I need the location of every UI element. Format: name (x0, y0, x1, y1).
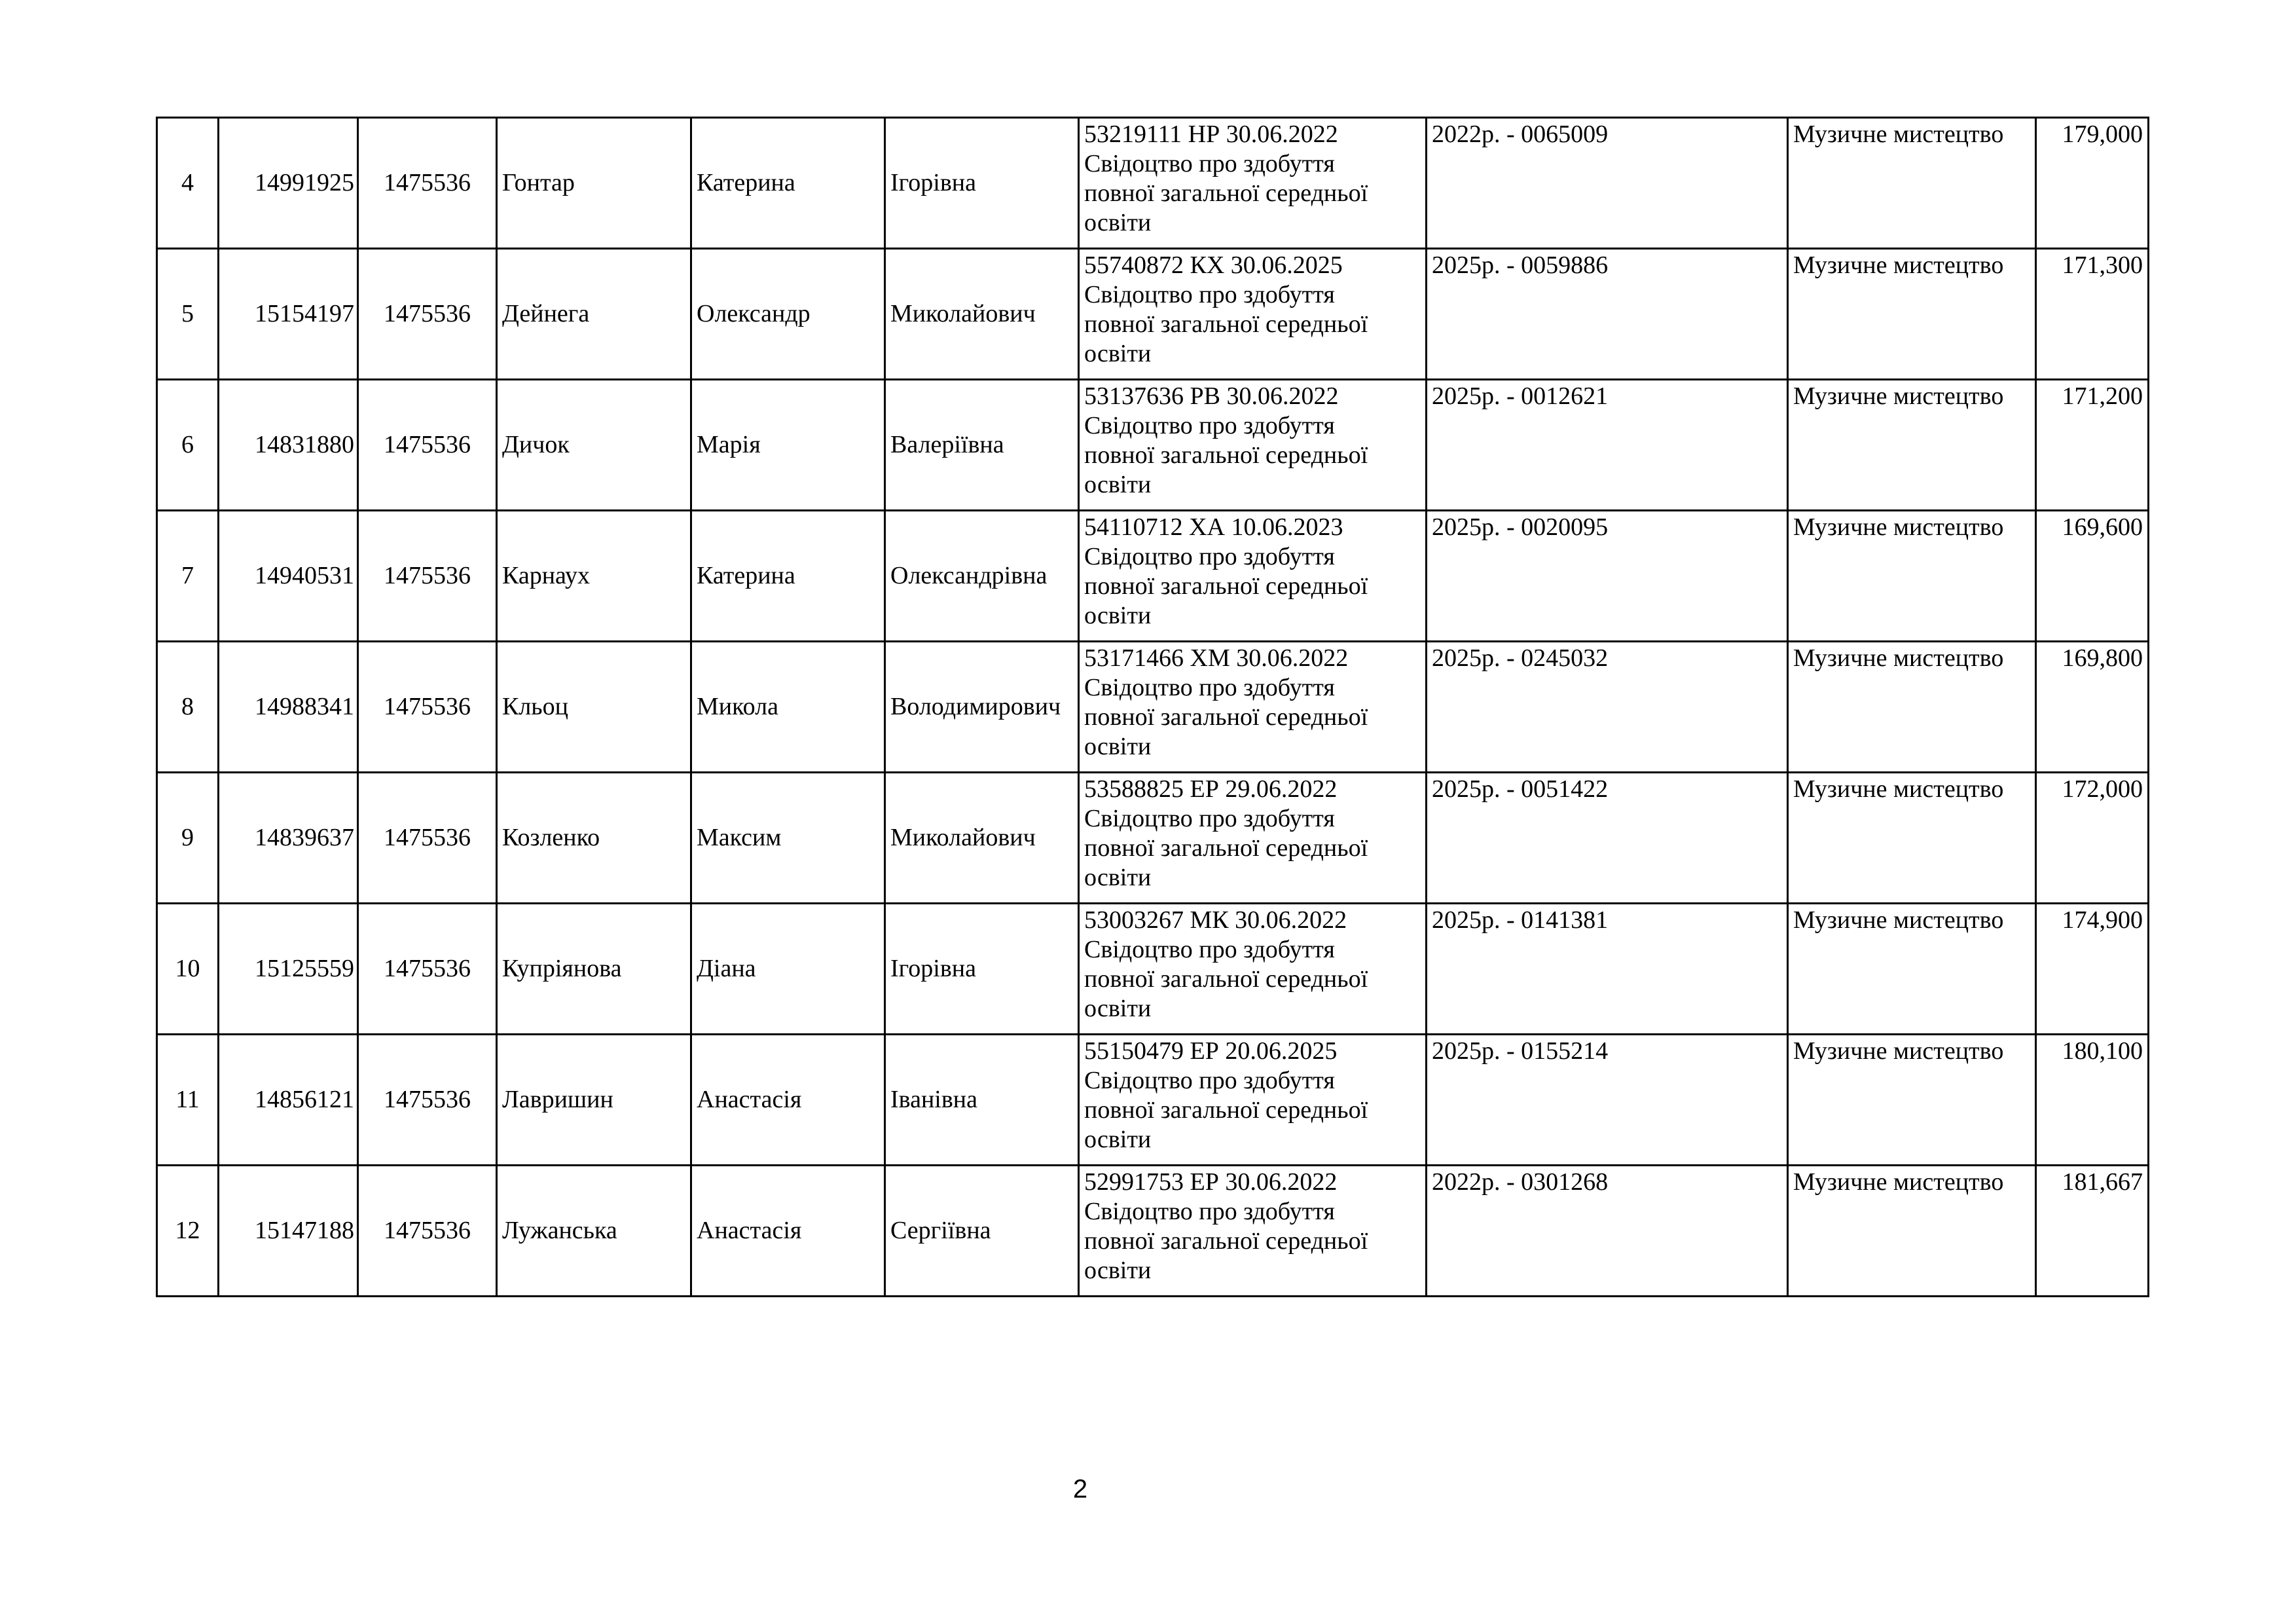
certificate-cell: 2025р. - 0059886 (1427, 249, 1788, 380)
specialty-cell: Музичне мистецтво (1788, 511, 2036, 642)
first-name-cell: Катерина (691, 118, 885, 249)
score-cell: 172,000 (2036, 773, 2149, 904)
document-text-line: повної загальної середньої (1084, 1227, 1368, 1255)
score-cell: 171,200 (2036, 380, 2149, 511)
document-text-line: освіти (1084, 471, 1152, 498)
row-number-cell: 12 (157, 1166, 219, 1297)
education-document-cell (1079, 249, 1427, 380)
specialty-cell: Музичне мистецтво (1788, 773, 2036, 904)
document-text-line: освіти (1084, 1257, 1152, 1284)
certificate-cell: 2022р. - 0065009 (1427, 118, 1788, 249)
program-code-cell: 1475536 (358, 249, 497, 380)
specialty-cell: Музичне мистецтво (1788, 1166, 2036, 1297)
document-text-line: Свідоцтво про здобуття (1084, 543, 1335, 570)
document-text-line: освіти (1084, 602, 1152, 629)
document-text-line: 53588825 ЕР 29.06.2022 (1084, 775, 1338, 803)
document-text-line: освіти (1084, 209, 1152, 236)
patronymic-cell: Миколайович (885, 249, 1079, 380)
program-code-cell: 1475536 (358, 904, 497, 1035)
program-code-cell: 1475536 (358, 1166, 497, 1297)
patronymic-cell: Сергіївна (885, 1166, 1079, 1297)
certificate-cell: 2025р. - 0245032 (1427, 642, 1788, 773)
document-text-line: повної загальної середньої (1084, 572, 1368, 600)
program-code-cell: 1475536 (358, 642, 497, 773)
document-text-line: освіти (1084, 1126, 1152, 1153)
specialty-cell: Музичне мистецтво (1788, 249, 2036, 380)
table-row (157, 642, 2149, 773)
table-row (157, 380, 2149, 511)
surname-cell: Лужанська (497, 1166, 691, 1297)
row-number-cell: 7 (157, 511, 219, 642)
education-document-cell (1079, 904, 1427, 1035)
score-cell: 181,667 (2036, 1166, 2149, 1297)
education-document-cell (1079, 1035, 1427, 1166)
education-document-cell (1079, 380, 1427, 511)
program-code-cell: 1475536 (358, 118, 497, 249)
applicant-id-cell: 14991925 (219, 118, 358, 249)
applicant-id-cell: 14988341 (219, 642, 358, 773)
certificate-cell: 2025р. - 0020095 (1427, 511, 1788, 642)
education-document-cell (1079, 118, 1427, 249)
row-number-cell: 11 (157, 1035, 219, 1166)
document-text-line: 54110712 ХА 10.06.2023 (1084, 513, 1343, 541)
document-text-line: освіти (1084, 995, 1152, 1022)
first-name-cell: Анастасія (691, 1166, 885, 1297)
surname-cell: Карнаух (497, 511, 691, 642)
education-document-cell (1079, 642, 1427, 773)
table-row (157, 1035, 2149, 1166)
table-row (157, 904, 2149, 1035)
specialty-cell: Музичне мистецтво (1788, 642, 2036, 773)
education-document-cell (1079, 773, 1427, 904)
document-text-line: повної загальної середньої (1084, 310, 1368, 338)
specialty-cell: Музичне мистецтво (1788, 380, 2036, 511)
surname-cell: Гонтар (497, 118, 691, 249)
certificate-cell: 2025р. - 0155214 (1427, 1035, 1788, 1166)
document-text-line: повної загальної середньої (1084, 703, 1368, 731)
certificate-cell: 2025р. - 0051422 (1427, 773, 1788, 904)
document-text-line: Свідоцтво про здобуття (1084, 936, 1335, 963)
table-row (157, 249, 2149, 380)
specialty-cell: Музичне мистецтво (1788, 118, 2036, 249)
patronymic-cell: Валеріївна (885, 380, 1079, 511)
table-row (157, 773, 2149, 904)
applicants-table (156, 117, 2149, 1297)
patronymic-cell: Іванівна (885, 1035, 1079, 1166)
certificate-cell: 2025р. - 0012621 (1427, 380, 1788, 511)
score-cell: 179,000 (2036, 118, 2149, 249)
document-text-line: Свідоцтво про здобуття (1084, 412, 1335, 439)
first-name-cell: Олександр (691, 249, 885, 380)
surname-cell: Козленко (497, 773, 691, 904)
document-text-line: 53003267 МК 30.06.2022 (1084, 906, 1347, 934)
document-text-line: 53137636 РВ 30.06.2022 (1084, 382, 1339, 410)
table-row (157, 1166, 2149, 1297)
first-name-cell: Анастасія (691, 1035, 885, 1166)
patronymic-cell: Ігорівна (885, 118, 1079, 249)
row-number-cell: 4 (157, 118, 219, 249)
row-number-cell: 9 (157, 773, 219, 904)
score-cell: 169,600 (2036, 511, 2149, 642)
document-text-line: повної загальної середньої (1084, 179, 1368, 207)
specialty-cell: Музичне мистецтво (1788, 1035, 2036, 1166)
first-name-cell: Діана (691, 904, 885, 1035)
document-text-line: освіти (1084, 864, 1152, 891)
document-text-line: освіти (1084, 340, 1152, 367)
document-text-line: освіти (1084, 733, 1152, 760)
certificate-cell: 2022р. - 0301268 (1427, 1166, 1788, 1297)
applicant-id-cell: 15125559 (219, 904, 358, 1035)
document-text-line: Свідоцтво про здобуття (1084, 150, 1335, 177)
surname-cell: Лавришин (497, 1035, 691, 1166)
specialty-cell: Музичне мистецтво (1788, 904, 2036, 1035)
education-document-cell (1079, 1166, 1427, 1297)
applicant-id-cell: 14831880 (219, 380, 358, 511)
table-row (157, 511, 2149, 642)
document-text-line: Свідоцтво про здобуття (1084, 281, 1335, 308)
document-text-line: повної загальної середньої (1084, 834, 1368, 862)
document-text-line: 55150479 ЕР 20.06.2025 (1084, 1037, 1338, 1065)
document-text-line: 53219111 НР 30.06.2022 (1084, 120, 1338, 148)
surname-cell: Кльоц (497, 642, 691, 773)
document-text-line: повної загальної середньої (1084, 965, 1368, 993)
education-document-cell (1079, 511, 1427, 642)
applicant-id-cell: 14839637 (219, 773, 358, 904)
document-text-line: Свідоцтво про здобуття (1084, 805, 1335, 832)
page-number: 2 (1072, 1475, 1088, 1504)
document-text-line: Свідоцтво про здобуття (1084, 1198, 1335, 1225)
patronymic-cell: Володимирович (885, 642, 1079, 773)
patronymic-cell: Миколайович (885, 773, 1079, 904)
row-number-cell: 10 (157, 904, 219, 1035)
applicant-id-cell: 14856121 (219, 1035, 358, 1166)
document-text-line: 55740872 КХ 30.06.2025 (1084, 251, 1343, 279)
document-text-line: повної загальної середньої (1084, 1096, 1368, 1124)
surname-cell: Дейнега (497, 249, 691, 380)
score-cell: 169,800 (2036, 642, 2149, 773)
row-number-cell: 6 (157, 380, 219, 511)
first-name-cell: Максим (691, 773, 885, 904)
row-number-cell: 5 (157, 249, 219, 380)
document-text-line: Свідоцтво про здобуття (1084, 1067, 1335, 1094)
first-name-cell: Марія (691, 380, 885, 511)
score-cell: 171,300 (2036, 249, 2149, 380)
program-code-cell: 1475536 (358, 380, 497, 511)
program-code-cell: 1475536 (358, 511, 497, 642)
applicant-id-cell: 15147188 (219, 1166, 358, 1297)
document-text-line: повної загальної середньої (1084, 441, 1368, 469)
applicant-id-cell: 14940531 (219, 511, 358, 642)
surname-cell: Дичок (497, 380, 691, 511)
program-code-cell: 1475536 (358, 1035, 497, 1166)
surname-cell: Купріянова (497, 904, 691, 1035)
document-text-line: Свідоцтво про здобуття (1084, 674, 1335, 701)
score-cell: 180,100 (2036, 1035, 2149, 1166)
patronymic-cell: Олександрівна (885, 511, 1079, 642)
first-name-cell: Микола (691, 642, 885, 773)
first-name-cell: Катерина (691, 511, 885, 642)
applicants-table-body (157, 118, 2149, 1297)
document-text-line: 53171466 ХМ 30.06.2022 (1084, 644, 1349, 672)
document-text-line: 52991753 ЕР 30.06.2022 (1084, 1168, 1338, 1196)
certificate-cell: 2025р. - 0141381 (1427, 904, 1788, 1035)
patronymic-cell: Ігорівна (885, 904, 1079, 1035)
program-code-cell: 1475536 (358, 773, 497, 904)
row-number-cell: 8 (157, 642, 219, 773)
table-row (157, 118, 2149, 249)
score-cell: 174,900 (2036, 904, 2149, 1035)
applicant-id-cell: 15154197 (219, 249, 358, 380)
